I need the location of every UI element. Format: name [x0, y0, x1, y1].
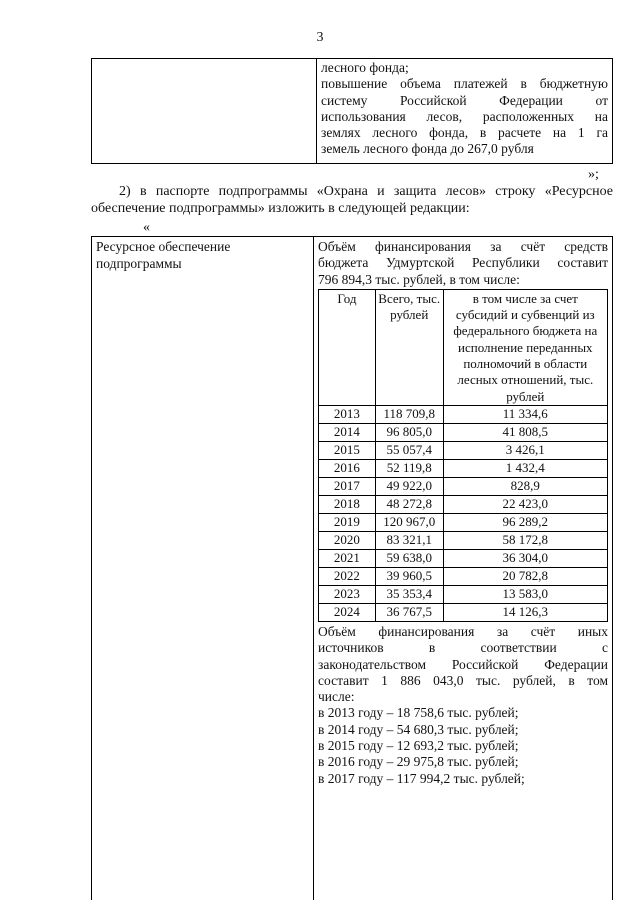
paragraph-line: обеспечение подпрограммы» изложить в следующей редакции: — [91, 201, 470, 216]
paragraph-line: 2) в паспорте подпрограммы «Охрана и защита лесов» строку «Ресурсное — [119, 184, 613, 199]
header-total: Всего, тыс. рублей — [375, 289, 443, 405]
passport-label-cell: Ресурсное обеспечение подпрограммы — [92, 237, 314, 900]
cell-year: 2014 — [319, 423, 376, 441]
cell-year: 2022 — [319, 567, 376, 585]
continuation-right-cell — [317, 59, 612, 163]
cell-total: 35 353,4 — [375, 585, 443, 603]
text-line: систему Российской Федерации от — [321, 92, 608, 108]
cell-federal: 36 304,0 — [443, 549, 607, 567]
yearly-line: в 2013 году – 18 758,6 тыс. рублей; — [318, 705, 519, 721]
cell-total: 83 321,1 — [375, 531, 443, 549]
closing-quote: »; — [588, 167, 599, 182]
cell-federal: 22 423,0 — [443, 495, 607, 513]
other-line: законодательством Российской Федерации — [318, 656, 608, 672]
financing-row — [319, 513, 608, 531]
financing-row — [319, 567, 608, 585]
financing-row — [319, 423, 608, 441]
cell-year: 2024 — [319, 603, 376, 621]
other-line: Объём финансирования за счёт иных — [318, 623, 608, 639]
cell-year: 2023 — [319, 585, 376, 603]
cell-year: 2013 — [319, 405, 376, 423]
text-line: земель лесного фонда до 267,0 рубля — [321, 141, 534, 157]
yearly-line: в 2016 году – 29 975,8 тыс. рублей; — [318, 754, 519, 770]
amendment-paragraph — [91, 183, 613, 217]
cell-total: 59 638,0 — [375, 549, 443, 567]
financing-row — [319, 459, 608, 477]
financing-row — [319, 531, 608, 549]
cell-total: 120 967,0 — [375, 513, 443, 531]
financing-header-row — [319, 289, 608, 405]
passport-value-cell — [314, 237, 612, 900]
other-line: составит 1 886 043,0 тыс. рублей, в том — [318, 672, 608, 688]
header-federal: в том числе за счет субсидий и субвенций из федерального бюджета на исполнение переданных полномочий в области лесных отношений, тыс. рублей — [443, 289, 607, 405]
financing-row — [319, 603, 608, 621]
intro-line: бюджета Удмуртской Республики составит — [318, 255, 608, 271]
financing-table — [318, 289, 608, 622]
cell-federal: 828,9 — [443, 477, 607, 495]
cell-total: 52 119,8 — [375, 459, 443, 477]
cell-federal: 41 808,5 — [443, 423, 607, 441]
other-sources-text — [318, 624, 608, 787]
financing-row — [319, 549, 608, 567]
financing-row — [319, 477, 608, 495]
intro-line: 796 894,3 тыс. рублей, в том числе: — [318, 271, 520, 287]
cell-year: 2018 — [319, 495, 376, 513]
cell-year: 2021 — [319, 549, 376, 567]
financing-row — [319, 495, 608, 513]
text-line: лесного фонда; — [321, 60, 409, 75]
cell-total: 55 057,4 — [375, 441, 443, 459]
cell-total: 48 272,8 — [375, 495, 443, 513]
intro-line: Объём финансирования за счёт средств — [318, 239, 608, 254]
header-year: Год — [319, 289, 376, 405]
cell-year: 2019 — [319, 513, 376, 531]
cell-total: 118 709,8 — [375, 405, 443, 423]
text-line: повышение объема платежей в бюджетную — [321, 76, 608, 92]
financing-row — [319, 405, 608, 423]
opening-quote: « — [143, 220, 150, 235]
page-number: 3 — [316, 30, 324, 45]
financing-row — [319, 585, 608, 603]
passport-table — [91, 236, 613, 900]
yearly-line: в 2015 году – 12 693,2 тыс. рублей; — [318, 738, 519, 754]
yearly-line: в 2017 году – 117 994,2 тыс. рублей; — [318, 770, 525, 786]
cell-federal: 3 426,1 — [443, 441, 607, 459]
other-line: источников в соответствии с — [318, 640, 608, 656]
cell-federal: 58 172,8 — [443, 531, 607, 549]
cell-federal: 20 782,8 — [443, 567, 607, 585]
cell-federal: 96 289,2 — [443, 513, 607, 531]
cell-federal: 13 583,0 — [443, 585, 607, 603]
cell-year: 2017 — [319, 477, 376, 495]
cell-year: 2015 — [319, 441, 376, 459]
cell-year: 2016 — [319, 459, 376, 477]
cell-federal: 11 334,6 — [443, 405, 607, 423]
cell-total: 96 805,0 — [375, 423, 443, 441]
cell-total: 49 922,0 — [375, 477, 443, 495]
yearly-line: в 2014 году – 54 680,3 тыс. рублей; — [318, 721, 519, 737]
cell-total: 36 767,5 — [375, 603, 443, 621]
cell-federal: 1 432,4 — [443, 459, 607, 477]
other-line: числе: — [318, 689, 355, 705]
cell-total: 39 960,5 — [375, 567, 443, 585]
continuation-left-cell — [92, 59, 317, 163]
text-line: землях лесного фонда, в расчете на 1 га — [321, 125, 608, 141]
text-line: использования лесов, расположенных на — [321, 108, 608, 124]
cell-federal: 14 126,3 — [443, 603, 607, 621]
financing-row — [319, 441, 608, 459]
continuation-table — [91, 58, 613, 164]
cell-year: 2020 — [319, 531, 376, 549]
